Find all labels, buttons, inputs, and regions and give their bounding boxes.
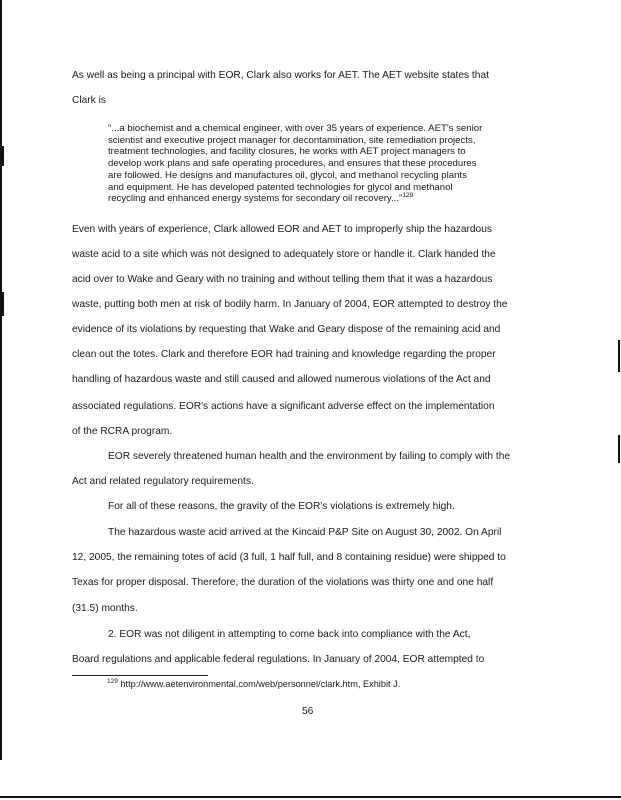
footnote-separator bbox=[72, 675, 208, 676]
para2-line-6: clean out the totes. Clark and therefore EOR had training and knowledge regarding the proper bbox=[72, 349, 496, 360]
para1-line-1: As well as being a principal with EOR, Clark also works for AET. The AET website states that bbox=[72, 70, 489, 81]
para1-line-2: Clark is bbox=[72, 95, 106, 106]
scan-edge-mark-left-tick-2 bbox=[0, 292, 4, 316]
para2-line-3: acid over to Wake and Geary with no training and without telling them that it was a hazardous bbox=[72, 274, 493, 285]
para5-line-2: 12, 2005, the remaining totes of acid (3 full, 1 half full, and 8 containing residue) were shipped to bbox=[72, 552, 506, 563]
para2-line-4: waste, putting both men at risk of bodily harm. In January of 2004, EOR attempted to destroy the bbox=[72, 299, 508, 310]
para2-line-5: evidence of its violations by requesting that Wake and Geary dispose of the remaining acid and bbox=[72, 324, 501, 335]
para6-line-2: Board regulations and applicable federal regulations. In January of 2004, EOR attempted to bbox=[72, 654, 485, 665]
block-quote bbox=[108, 123, 548, 205]
quote-line-4: develop work plans and safe operating procedures, and ensures that these procedures bbox=[108, 158, 477, 170]
scan-edge-mark-left-tick-1 bbox=[0, 146, 4, 166]
page-number: 56 bbox=[302, 706, 314, 717]
footnote bbox=[107, 678, 400, 690]
scan-edge-mark-left bbox=[0, 0, 2, 760]
quote-line-1: "...a biochemist and a chemical engineer, with over 35 years of experience. AET's senior bbox=[108, 123, 483, 134]
footnote-number: 129 bbox=[107, 678, 118, 685]
scan-edge-mark-right bbox=[618, 340, 620, 372]
para4-line-1: For all of these reasons, the gravity of the EOR's violations is extremely high. bbox=[108, 501, 455, 512]
para5-line-3: Texas for proper disposal. Therefore, the duration of the violations was thirty one and one half bbox=[72, 577, 494, 588]
quote-line-5: are followed. He designs and manufactures oil, glycol, and methanol recycling plants bbox=[108, 169, 467, 181]
para2-line-2: waste acid to a site which was not designed to adequately store or handle it. Clark handed the bbox=[72, 249, 496, 260]
para5-line-4: (31.5) months. bbox=[72, 603, 138, 614]
scan-edge-mark-right-2 bbox=[618, 435, 620, 463]
quote-line-3: treatment technologies, and facility closures, he works with AET project managers to bbox=[108, 146, 466, 158]
quote-line-7-text: recycling and enhanced energy systems for secondary oil recovery..." bbox=[108, 193, 403, 205]
para2-line-8: associated regulations. EOR's actions have a significant adverse effect on the implementation bbox=[72, 401, 495, 412]
para3-line-1: EOR severely threatened human health and the environment by failing to comply with the bbox=[108, 451, 511, 462]
para6-line-1: 2. EOR was not diligent in attempting to come back into compliance with the Act, bbox=[108, 629, 471, 640]
para2-line-1: Even with years of experience, Clark allowed EOR and AET to improperly ship the hazardous bbox=[72, 224, 492, 235]
footnote-text: http://www.aetenvironmental.com/web/personnel/clark.htm, Exhibit J. bbox=[117, 679, 401, 689]
scan-bottom-edge bbox=[0, 796, 621, 798]
para2-line-9: of the RCRA program. bbox=[72, 426, 173, 437]
quote-line-2: scientist and executive project manager for decontamination, site remediation projects, bbox=[108, 134, 476, 146]
quote-line-7 bbox=[108, 193, 548, 205]
para5-line-1: The hazardous waste acid arrived at the Kincaid P&P Site on August 30, 2002. On April bbox=[108, 527, 502, 538]
quote-line-6: and equipment. He has developed patented technologies for glycol and methanol bbox=[108, 181, 453, 193]
para3-line-2: Act and related regulatory requirements. bbox=[72, 476, 254, 487]
quote-footnote-ref: 129 bbox=[402, 192, 414, 200]
para2-line-7: handling of hazardous waste and still caused and allowed numerous violations of the Act and bbox=[72, 374, 491, 385]
